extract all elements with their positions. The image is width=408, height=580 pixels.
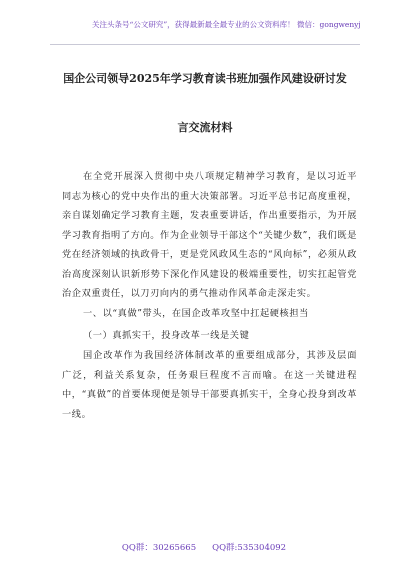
document-title: 国企公司领导2025年学习教育读书班加强作风建设研讨发 [63, 72, 347, 85]
intro-paragraph: 在全党开展深入贯彻中央八项规定精神学习教育，是以习近平同志为核心的党中央作出的重大决策部署。习近平总书记高度重视，亲自谋划确定学习教育主题，发表重要讲话，作出重要指示，为开展学习教育指明了方向。作为企业领导干部这个“关键少数”，我们既是党在经济领域的执政骨干，更是党风政风生态的“风向标”，必须从政治高度深刻认识新形势下深化作风建设的极端重要性，切实扛起管党治企双重责任，以刀刃向内的勇气推动作风革命走深走实。 [62, 171, 357, 299]
header-divider [50, 44, 360, 45]
document-title-continuation: 言交流材料 [177, 121, 233, 134]
footer [0, 541, 408, 553]
subsection-heading: （一）真抓实干，投身改革一线是关键 [83, 330, 250, 341]
footer-qq-group-1: QQ群：30265665 [121, 543, 197, 553]
body-paragraph: 国企改革作为我国经济体制改革的重要组成部分，其涉及层面广泛，利益关系复杂，任务艰巨程度不言而喻。在这一关键进程中，“真做”的首要体现便是领导干部要真抓实干，全身心投身到改革一线。 [62, 350, 357, 420]
document-body [62, 167, 357, 424]
section-heading: 一、以“真做”带头，在国企改革攻坚中扛起硬核担当 [83, 307, 309, 319]
footer-qq-group-2: QQ群:535304092 [212, 543, 287, 553]
promo-banner: 关注头条号“公文研究”，获得最新最全最专业的公文资料库！ 微信：gongwenyj [92, 20, 361, 29]
